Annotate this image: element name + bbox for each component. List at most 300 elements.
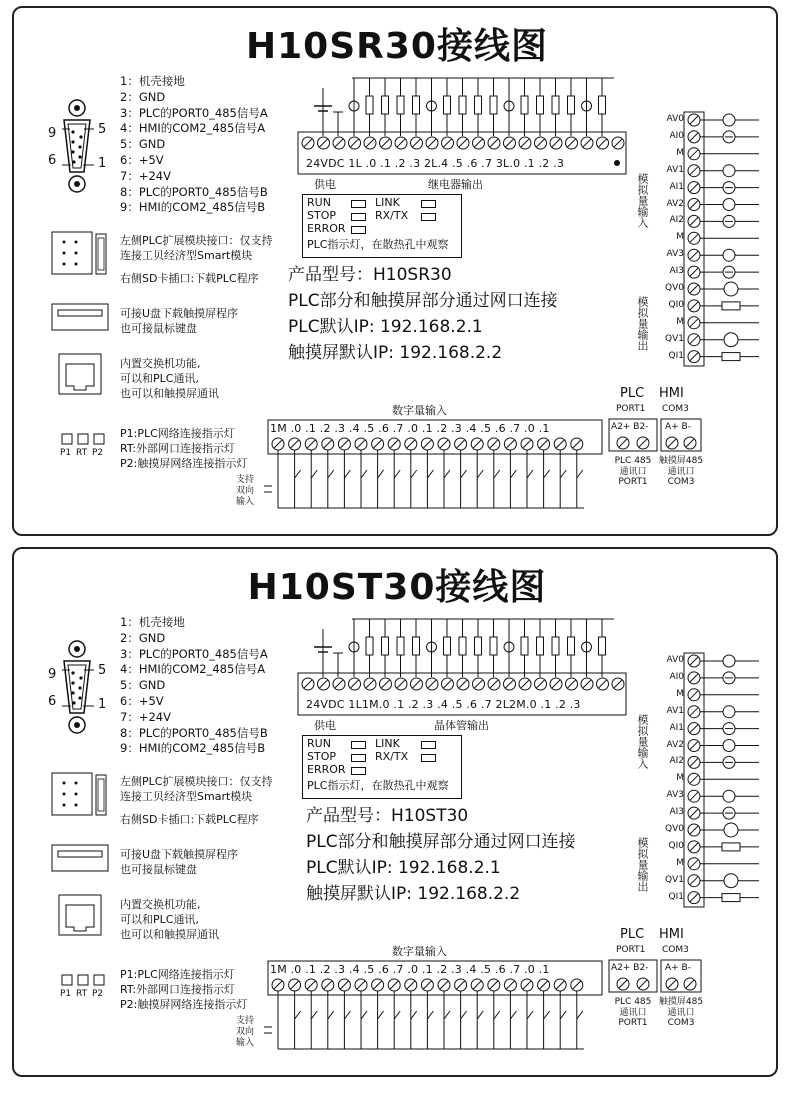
screw-slot <box>357 440 365 448</box>
screw-slot <box>428 139 436 147</box>
output-load <box>444 637 451 655</box>
model-text: 产品型号：H10SR30 <box>288 265 452 285</box>
switch-line: 也可以和触摸屏通讯 <box>120 928 219 941</box>
note-line: 输入 <box>236 1038 255 1048</box>
led-link-label: LINK <box>375 196 400 209</box>
digital-pin-labels: 1M .0 .1 .2 .3 .4 .5 .6 .7 .0 .1 .2 .3 .4 .5 .6 .7 .0 .1 <box>270 963 550 976</box>
screw-slot <box>390 440 398 448</box>
analog-pin-label: AI0 <box>669 671 684 682</box>
hmi-port-desc <box>656 456 706 488</box>
top-terminal-labels: 24VDC 1L .0 .1 .2 .3 2L.4 .5 .6 .7 3L.0 .1 .2 .3 <box>306 157 565 170</box>
input-switch <box>361 470 367 478</box>
screw-slot <box>583 139 591 147</box>
screw-slot <box>475 139 483 147</box>
screw-slot <box>444 139 452 147</box>
power-label: 供电 <box>314 719 336 732</box>
output-load <box>382 96 389 114</box>
screw-slot <box>274 981 282 989</box>
analog-in-label: 模拟量输入 <box>636 173 649 228</box>
pin-item: 4：HMI的COM2_485信号A <box>120 662 266 677</box>
screw-slot <box>440 981 448 989</box>
p-led-labels: P1 RT P2 <box>60 448 104 458</box>
led-link-indicator <box>421 200 436 208</box>
screw-slot <box>374 981 382 989</box>
switch-description <box>120 356 219 401</box>
screw-slot <box>690 725 698 733</box>
panel-title: H10SR30接线图 <box>246 26 548 67</box>
screw-slot <box>521 139 529 147</box>
wiring-panel-h10st30 <box>12 547 778 1077</box>
analog-pin-label: AV1 <box>666 164 684 175</box>
analog-pin-label: M <box>676 316 684 327</box>
analog-pin-label: AV3 <box>666 249 684 260</box>
p-led-description <box>120 426 247 471</box>
input-switch <box>477 1011 483 1019</box>
product-info <box>306 803 576 907</box>
hmi-port-label: COM3 <box>662 945 689 955</box>
screw-slot <box>459 680 467 688</box>
screw-slot <box>440 440 448 448</box>
db9-pin-label: 6 <box>48 153 57 168</box>
led-stop-indicator <box>351 213 366 221</box>
hmi-pin-labels: A+ B- <box>665 963 691 973</box>
usb-line: 也可接鼠标键盘 <box>120 322 197 335</box>
output-load <box>521 96 528 114</box>
bidirectional-note <box>236 475 254 508</box>
input-switch <box>510 1011 516 1019</box>
switch-line: 可以和PLC通讯, <box>120 913 199 926</box>
screw-slot <box>690 184 698 192</box>
output-load <box>475 96 482 114</box>
led-run-indicator <box>351 741 366 749</box>
panel-title: H10ST30接线图 <box>247 567 547 608</box>
analog-source-icon <box>723 249 735 261</box>
screw-slot <box>614 680 622 688</box>
plc-port-label: PORT1 <box>616 945 646 955</box>
desc-line: COM3 <box>667 1018 695 1028</box>
input-switch <box>494 470 500 478</box>
screw-slot <box>690 843 698 851</box>
switch-line: 内置交换机功能, <box>120 357 201 370</box>
p-led-line: RT:外部网口连接指示灯 <box>120 442 236 455</box>
screw-slot <box>556 981 564 989</box>
analog-pin-label: QI1 <box>668 891 684 902</box>
p-led-labels: P1 RT P2 <box>60 989 104 999</box>
led-rxtx-label: RX/TX <box>375 209 409 222</box>
plc-ip-text: PLC默认IP: 192.168.2.1 <box>306 858 501 878</box>
p-led-icons <box>62 975 104 985</box>
input-switch <box>328 1011 334 1019</box>
screw-slot <box>506 139 514 147</box>
resistor-icon <box>722 843 740 851</box>
screw-slot <box>291 440 299 448</box>
screw-slot <box>690 674 698 682</box>
output-label: 继电器输出 <box>428 178 483 191</box>
screw-slot <box>690 133 698 141</box>
output-load <box>413 96 420 114</box>
screw-slot <box>382 139 390 147</box>
pin-item: 3：PLC的PORT0_485信号A <box>120 105 268 120</box>
input-switch <box>477 470 483 478</box>
input-switch <box>510 470 516 478</box>
desc-line: 通讯口 <box>619 1007 647 1018</box>
analog-pin-label: AV0 <box>666 655 684 665</box>
screw-slot <box>351 139 359 147</box>
analog-pin-label: QI1 <box>668 350 684 361</box>
output-load <box>475 637 482 655</box>
p-led-icons <box>62 434 104 444</box>
input-switch <box>295 470 301 478</box>
desc-line: PLC 485 <box>614 997 652 1007</box>
analog-source-icon <box>723 165 735 177</box>
led-error-indicator <box>351 226 366 234</box>
screw-slot <box>304 139 312 147</box>
desc-line: 通讯口 <box>667 1007 695 1018</box>
screw-slot <box>690 234 698 242</box>
screw-slot <box>307 440 315 448</box>
ethernet-port-icon <box>59 895 101 935</box>
input-switch <box>394 470 400 478</box>
analog-pin-labels <box>662 111 684 365</box>
analog-terminal-block <box>684 112 759 366</box>
hmi-pin-labels: A+ B- <box>665 422 691 432</box>
led-run-label: RUN <box>307 196 331 209</box>
analog-pin-label: AV3 <box>666 790 684 801</box>
analog-source-icon <box>723 740 735 752</box>
screw-slot <box>573 440 581 448</box>
screw-slot <box>690 268 698 276</box>
screw-slot <box>407 440 415 448</box>
led-error-indicator <box>351 767 366 775</box>
input-switch <box>444 1011 450 1019</box>
analog-pin-label: AV2 <box>666 198 684 209</box>
led-run-indicator <box>351 200 366 208</box>
input-switch <box>411 470 417 478</box>
screw-slot <box>506 440 514 448</box>
sd-description: 右侧SD卡插口:下载PLC程序 <box>120 272 259 285</box>
output-load <box>459 96 466 114</box>
output-load <box>397 637 404 655</box>
desc-line: 触摸屏485 <box>658 456 704 466</box>
output-load <box>552 637 559 655</box>
input-switch <box>494 1011 500 1019</box>
hmi-port-label: COM3 <box>662 404 689 414</box>
digital-input-label: 数字量输入 <box>392 404 447 417</box>
pin-item: 3：PLC的PORT0_485信号A <box>120 646 268 661</box>
output-load <box>599 96 606 114</box>
led-stop-indicator <box>351 754 366 762</box>
analog-out-label: 模拟量输出 <box>636 837 649 892</box>
screw-slot <box>444 680 452 688</box>
hmi-label: HMI <box>659 927 684 942</box>
screw-slot <box>690 201 698 209</box>
screw-slot <box>690 792 698 800</box>
screw-slot <box>690 353 698 361</box>
input-switch <box>577 1011 583 1019</box>
input-switch <box>344 470 350 478</box>
p-led-line: RT:外部网口连接指示灯 <box>120 983 236 996</box>
screw-slot <box>490 139 498 147</box>
screw-slot <box>307 981 315 989</box>
screw-slot <box>457 440 465 448</box>
input-switch <box>461 470 467 478</box>
hmi-label: HMI <box>659 386 684 401</box>
input-switch <box>378 470 384 478</box>
pin-item: 2：GND <box>120 89 166 104</box>
output-load <box>490 637 497 655</box>
screw-slot <box>552 139 560 147</box>
input-switch <box>577 470 583 478</box>
pin-item: 6：+5V <box>120 693 164 708</box>
analog-pin-label: QV0 <box>665 824 684 835</box>
product-info <box>288 262 558 366</box>
desc-line: PORT1 <box>618 1018 648 1028</box>
p-led-line: P2:触摸屏网络连接指示灯 <box>120 998 248 1011</box>
analog-pin-label: M <box>676 688 684 699</box>
screw-slot <box>552 680 560 688</box>
screw-slot <box>690 826 698 834</box>
digital-input-label: 数字量输入 <box>392 945 447 958</box>
screw-slot <box>537 139 545 147</box>
analog-pin-label: AI0 <box>669 130 684 141</box>
input-switch <box>527 1011 533 1019</box>
output-load <box>459 637 466 655</box>
note-line: 输入 <box>236 497 255 507</box>
resistor-icon <box>722 894 740 902</box>
screw-slot <box>473 981 481 989</box>
analog-pin-label: AI3 <box>669 807 684 818</box>
usb-port-icon <box>52 304 108 330</box>
hmi-ip-text: 触摸屏默认IP: 192.168.2.2 <box>306 884 521 904</box>
screw-slot <box>473 440 481 448</box>
input-switch <box>427 470 433 478</box>
screw-slot <box>540 440 548 448</box>
input-switch <box>311 1011 317 1019</box>
resistor-icon <box>722 353 740 361</box>
input-switch <box>311 470 317 478</box>
screw-slot <box>573 981 581 989</box>
screw-slot <box>423 440 431 448</box>
screw-slot <box>459 139 467 147</box>
plc-pin-labels: A2+ B2- <box>611 963 649 973</box>
p-led-line: P2:触摸屏网络连接指示灯 <box>120 457 248 470</box>
plc-port-label: PORT1 <box>616 404 646 414</box>
screw-slot <box>340 440 348 448</box>
output-load <box>490 96 497 114</box>
screw-slot <box>614 139 622 147</box>
input-switch <box>394 1011 400 1019</box>
analog-pin-label: AI1 <box>669 722 684 733</box>
plc-pin-labels: A2+ B2- <box>611 422 649 432</box>
analog-pin-label: M <box>676 773 684 784</box>
screw-slot <box>690 809 698 817</box>
plc-label: PLC <box>620 927 645 942</box>
status-led-box <box>302 735 462 799</box>
output-load <box>568 637 575 655</box>
analog-pin-labels <box>662 652 684 906</box>
led-stop-label: STOP <box>307 209 336 222</box>
analog-out-label: 模拟量输出 <box>636 296 649 351</box>
screw-slot <box>690 894 698 902</box>
usb-line: 也可接鼠标键盘 <box>120 863 197 876</box>
pin-item: 5：GND <box>120 137 166 152</box>
db9-pin-label: 1 <box>98 697 107 712</box>
screw-slot <box>397 680 405 688</box>
output-load <box>599 637 606 655</box>
model-text: 产品型号：H10ST30 <box>306 806 469 826</box>
output-load <box>366 637 373 655</box>
analog-pin-label: M <box>676 857 684 868</box>
sd-description: 右侧SD卡插口:下载PLC程序 <box>120 813 259 826</box>
pin-item: 2：GND <box>120 630 166 645</box>
screw-slot <box>506 680 514 688</box>
screw-slot <box>599 680 607 688</box>
screw-slot <box>690 319 698 327</box>
analog-in-label: 模拟量输入 <box>636 714 649 769</box>
screw-slot <box>506 981 514 989</box>
input-switch <box>461 1011 467 1019</box>
db9-pin-label: 5 <box>98 122 107 137</box>
screw-slot <box>397 139 405 147</box>
screw-slot <box>690 775 698 783</box>
led-rxtx-indicator <box>421 213 436 221</box>
led-rxtx-indicator <box>421 754 436 762</box>
screw-slot <box>690 742 698 750</box>
screw-slot <box>390 981 398 989</box>
output-load <box>413 637 420 655</box>
pin-item: 7：+24V <box>120 709 171 724</box>
input-switch <box>328 470 334 478</box>
note-line: 支持 <box>236 1016 255 1026</box>
input-switch <box>361 1011 367 1019</box>
screw-slot <box>690 302 698 310</box>
analog-terminal-block <box>684 653 759 907</box>
screw-slot <box>374 440 382 448</box>
analog-source-icon <box>723 114 735 126</box>
output-load <box>366 96 373 114</box>
analog-source-icon <box>723 706 735 718</box>
analog-source-icon <box>723 790 735 802</box>
screw-slot <box>690 217 698 225</box>
plc-label: PLC <box>620 386 645 401</box>
digital-pin-labels: 1M .0 .1 .2 .3 .4 .5 .6 .7 .0 .1 .2 .3 .4 .5 .6 .7 .0 .1 <box>270 422 550 435</box>
p-led-line: P1:PLC网络连接指示灯 <box>120 427 235 440</box>
terminal-dot <box>614 160 620 166</box>
expansion-port-icon <box>52 232 106 274</box>
led-error-label: ERROR <box>307 222 346 235</box>
usb-line: 可接U盘下载触摸屏程序 <box>120 307 239 320</box>
screw-slot <box>428 680 436 688</box>
switch-line: 也可以和触摸屏通讯 <box>120 387 219 400</box>
ethernet-port-icon <box>59 354 101 394</box>
p-led-line: P1:PLC网络连接指示灯 <box>120 968 235 981</box>
bidirectional-note <box>236 1016 254 1049</box>
screw-slot <box>690 336 698 344</box>
analog-source-icon <box>723 655 735 667</box>
screw-slot <box>568 680 576 688</box>
plc-port-desc <box>612 997 654 1029</box>
voltmeter-icon <box>724 823 738 837</box>
screw-slot <box>320 139 328 147</box>
screw-slot <box>413 680 421 688</box>
db9-pin-label: 5 <box>98 663 107 678</box>
pin-item: 8：PLC的PORT0_485信号B <box>120 725 268 740</box>
network-text: PLC部分和触摸屏部分通过网口连接 <box>306 832 576 852</box>
output-load <box>521 637 528 655</box>
desc-line: 通讯口 <box>667 466 695 477</box>
expansion-line: 左侧PLC扩展模块接口：仅支持 <box>120 775 273 788</box>
db9-connector-icon <box>62 641 94 733</box>
analog-pin-label: AV2 <box>666 739 684 750</box>
analog-pin-label: QI0 <box>668 299 684 310</box>
analog-pin-label: QI0 <box>668 840 684 851</box>
output-label: 晶体管输出 <box>434 719 489 732</box>
screw-slot <box>324 981 332 989</box>
db9-pin-label: 9 <box>48 667 57 682</box>
screw-slot <box>320 680 328 688</box>
screw-slot <box>335 139 343 147</box>
screw-slot <box>556 440 564 448</box>
power-label: 供电 <box>314 178 336 191</box>
usb-description <box>120 306 238 336</box>
screw-slot <box>690 285 698 293</box>
note-line: 双向 <box>236 1027 255 1037</box>
screw-slot <box>523 981 531 989</box>
expansion-port-icon <box>52 773 106 815</box>
output-load <box>537 96 544 114</box>
screw-slot <box>357 981 365 989</box>
note-line: 支持 <box>236 475 255 485</box>
screw-slot <box>490 440 498 448</box>
screw-slot <box>690 167 698 175</box>
db9-pin-label: 6 <box>48 694 57 709</box>
analog-pin-label: AI2 <box>669 756 684 767</box>
expansion-line: 左侧PLC扩展模块接口：仅支持 <box>120 234 273 247</box>
db9-pin-label: 1 <box>98 156 107 171</box>
desc-line: PORT1 <box>618 477 648 487</box>
pin-item: 9：HMI的COM2_485信号B <box>120 200 266 215</box>
screw-slot <box>423 981 431 989</box>
pin-item: 8：PLC的PORT0_485信号B <box>120 184 268 199</box>
note-line: 双向 <box>236 486 255 496</box>
screw-slot <box>382 680 390 688</box>
pin-item: 1：机壳接地 <box>120 615 185 629</box>
screw-slot <box>690 116 698 124</box>
analog-pin-label: QV1 <box>665 874 684 885</box>
screw-slot <box>475 680 483 688</box>
desc-line: 触摸屏485 <box>658 997 704 1007</box>
switch-line: 可以和PLC通讯, <box>120 372 199 385</box>
screw-slot <box>521 680 529 688</box>
analog-source-icon <box>723 199 735 211</box>
output-load <box>537 637 544 655</box>
pin-list <box>120 74 268 216</box>
p-led-description <box>120 967 247 1012</box>
plc-ip-text: PLC默认IP: 192.168.2.1 <box>288 317 483 337</box>
input-switch <box>295 1011 301 1019</box>
led-rxtx-label: RX/TX <box>375 750 409 763</box>
output-load <box>552 96 559 114</box>
analog-pin-label: M <box>676 147 684 158</box>
screw-slot <box>583 680 591 688</box>
screw-slot <box>274 440 282 448</box>
input-switch <box>544 1011 550 1019</box>
pin-item: 9：HMI的COM2_485信号B <box>120 741 266 756</box>
switch-line: 内置交换机功能, <box>120 898 201 911</box>
voltmeter-icon <box>724 333 738 347</box>
input-switch <box>560 470 566 478</box>
input-switch <box>411 1011 417 1019</box>
